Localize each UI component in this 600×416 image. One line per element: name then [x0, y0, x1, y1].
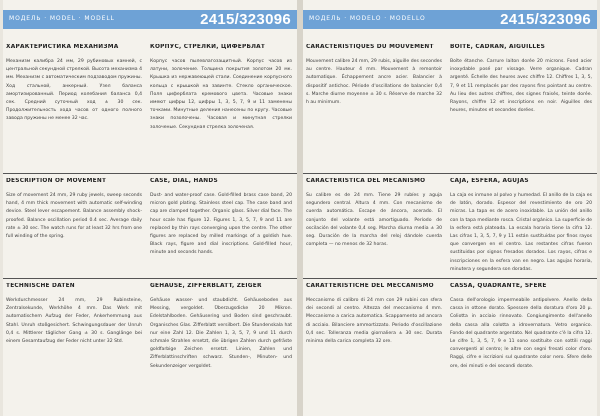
section-text: Dust- and water-proof case. Gold-filled brass case band, 20 micron gold plating. Stainless steel cap. The case band and cap are clamped together. Organic glass. Silver dial face. The hour scale has figure 12. Figures 1, 3, 5, 7, 9 and 11 are replaced by thin rays converging upon the centre. The other figures are replaced by milled markings of a goldish hue. Black rays, figure and dial inscriptions. Gold-filled hour, minute and seconds hands. — [150, 193, 292, 256]
section-title: CARACTERISTICA DEL MECANISMO — [306, 178, 426, 184]
right-page — [303, 0, 597, 416]
movement-column — [306, 283, 442, 411]
section-title: GEHÄUSE, ZIFFERBLATT, ZEIGER — [150, 283, 262, 289]
left-header-bar — [3, 10, 297, 29]
section-title: BOÎTE, CADRAN, AIGUILLES — [450, 44, 545, 50]
section-text: Werkdurchmesser 24 mm, 29 Rubinsteine, Zentralsekunde, Werkhöhe 4 mm. Das Werk mit automatischem Aufzug der Feder, Ankerhemmung aus Stahl. Unruh stoßgesichert. Schwingungsdauer der Unruh 0,4 s. Mittlerer täglicher Gang ± 30 s. Ganglänge bei einem Gesamtaufzug der Feder nicht unter 32 Std. — [6, 298, 142, 345]
case-column — [450, 283, 592, 411]
case-column — [150, 178, 292, 271]
case-column — [150, 44, 292, 166]
section-title: CASE, DIAL, HANDS — [150, 178, 218, 184]
section-text: Size of movement 24 mm, 29 ruby jewels, sweep seconds hand, 4 mm thick movement with automatic self-winding device. Steel lever escapement. Balance assembly shock-proofed. Balance oscillation period 0.4 sec. Average daily rate ± 30 sec. The watch runs for at least 32 hrs from one full winding of the spring. — [6, 193, 142, 240]
model-labels: МОДЕЛЬ · MODELO · MODELLO — [309, 15, 426, 22]
model-number: 2415/323096 — [200, 11, 291, 28]
section-title: КОРПУС, СТРЕЛКИ, ЦИФЕРБЛАТ — [150, 44, 266, 50]
case-column — [150, 283, 292, 411]
section-title: CASSA, QUADRANTE, SFERE — [450, 283, 547, 289]
spec-section — [3, 278, 297, 411]
section-text: Su calibre es de 24 mm. Tiene 29 rubíes y aguja segundero central. Altura 4 mm. Con mecanismo de cuerda automática. Escape de áncora, acerado. El conjunto del volante está amortiguado. Período de oscilación del volante 0,4 seg. Marcha diurna media ± 30 seg. Duración de la marcha del reloj dándole cuerda completa — no menos de 32 horas. — [306, 193, 442, 248]
case-column — [450, 178, 592, 271]
section-text: Mouvement calibre 24 mm, 29 rubis, aiguille des secondes au centre. Hauteur 4 mm. Mouvement à remontoir automatique. Échappement ancre acier. Balancier à dispositif antichoc. Période d'oscillations de balancier 0,4 s. Marche diurne moyenne ± 30 s. Réserve de marche 32 h au minimum. — [306, 59, 442, 106]
section-text: Boîte étanche. Carrure laiton dorée 20 microns. Fond acier inoxydable posé par vissage. Verre organique. Cadran argenté. Échelle des heures avec chiffre 12. Chiffres 1, 3, 5, 7, 9 et 11 remplacés par des rayons fins pointant au centre. Au lieu des autres chiffres, des signes fraisés, teinte dorée. Rayons, chiffre 12 et inscriptions en noir. Aiguilles des heures, minutes et secondes dorées. — [450, 59, 592, 114]
movement-column — [6, 44, 142, 166]
section-text: Gehäuse wasser- und staubdicht. Gehäuseboden aus Messing, vergoldet. Überzugsdicke 20 Mikron. Edelstahlboden. Gehäusering und Boden sind geschraubt. Organisches Glas. Zifferblatt versilbert. Die Stundenskala hat nur eine Zahl 12. Die Zahlen 1, 3, 5, 7, 9 und 11 durch schmale Strahlen ersetzt, die übrigen Zahlen durch gefräste goldfarbige Zeichen ersetzt. Linien, Zahlen und Zifferblattinschriften schwarz. Stunden-, Minuten- und Sekundenzeiger vergoldet. — [150, 298, 292, 369]
case-column — [450, 44, 592, 166]
spec-section — [3, 40, 297, 166]
section-text: La caja es inmune al polvo y humedad. El anillo de la caja es de latón, dorado. Espesor del revestimiento de oro 20 micras. La tapa es de acero inoxidable. La unión del anillo con la tapa mediante rosca. Cristal orgánico. La superficie de la esfera está plateada. La escala horaria tiene la cifra 12. Las cifras 1, 3, 5, 7, 9 y 11 están sustituidas por finos rayos que convergen en el centro. Las restantes cifras fueron sustituidas por signos fresados dorados. Los rayos, cifras e inscripciones en la esfera van en negro. Las agujas horaria, minutera y segundera son doradas. — [450, 193, 592, 271]
section-title: ХАРАКТЕРИСТИКА МЕХАНИЗМА — [6, 44, 119, 50]
section-text: Механизм калибра 24 мм, 29 рубиновых камней, с центральной секундной стрелкой. Высота механизма 4 мм. Механизм с автоматическим подзаводом пружины. Ход стальной, анкерный. Узел баланса амортизированный. Период колебания баланса 0,4 сек. Средний суточный ход ± 30 сек. Продолжительность хода часов от одного полного завода пружины не менее 32 час. — [6, 59, 142, 122]
section-title: CAJA, ESFERA, AGUJAS — [450, 178, 529, 184]
section-title: CARATTERISTICHE DEL MECCANISMO — [306, 283, 434, 289]
movement-column — [306, 44, 442, 166]
section-text: Cassa dell'orologio impermeabile antipolvere. Anello della cassa in ottone dorato. Spessore della doratura d'oro 20 μ. Coliotta in acciaio rinnovato. Congiungimento dell'anello della cassa alla colotta a idrovernatura. Vetro organico. Fondo del quadrante argentato. Nel quadrante c'è la cifra 12. Le cifre 1, 3, 5, 7, 9 e 11 sono sostituite con sottili raggi convergenti al centro; le altre con segni fresati color d'oro. Raggi, cifre e iscrizioni sul quadrante color nero. Sfere delle ore, dei minuti e dei secondi dorate. — [450, 298, 592, 369]
model-number: 2415/323096 — [500, 11, 591, 28]
right-header-bar — [303, 10, 597, 29]
spec-section — [303, 278, 597, 411]
spec-section — [3, 173, 297, 271]
spec-section — [303, 40, 597, 166]
left-page — [3, 0, 297, 416]
spec-section — [303, 173, 597, 271]
movement-column — [6, 178, 142, 271]
section-title: DESCRIPTION OF MOVEMENT — [6, 178, 107, 184]
movement-column — [6, 283, 142, 411]
section-title: TECHNISCHE DATEN — [6, 283, 75, 289]
section-title: CARACTÉRISTIQUES DU MOUVEMENT — [306, 44, 434, 50]
section-text: Meccanismo di calibro di 24 mm con 29 rubini con sfera dei secondi al centro. Altezza del meccanismo 4 mm. Meccanismo a carica automatica. Scappamento ad ancora di acciaio. Bilanciere ammortizzato. Periodo d'oscillazione 0,4 sec. Tolleranza media giornaliera ± 30 sec. Durata minima della carica completa 32 ore. — [306, 298, 442, 345]
movement-column — [306, 178, 442, 271]
model-labels: МОДЕЛЬ · MODEL · MODELL — [9, 15, 115, 22]
section-text: Корпус часов пылевлагозащитный. Корпус часов из латуни, золочение. Толщина покрытия золотом 20 мк. Крышка из нержавеющей стали. Соединение корпусного кольца с крышкой на завинте. Стекло органическое. Поля циферблата кремового цвета. Часовые знаки имеют цифры 12, цифры 1, 3, 5, 7, 9 и 11 заменены точками. Минутные деления нанесены по кругу. Часовые знаки позолочены. Часовая и минутная стрелки золоченые. Секундная стрелка золоченая. — [150, 59, 292, 130]
